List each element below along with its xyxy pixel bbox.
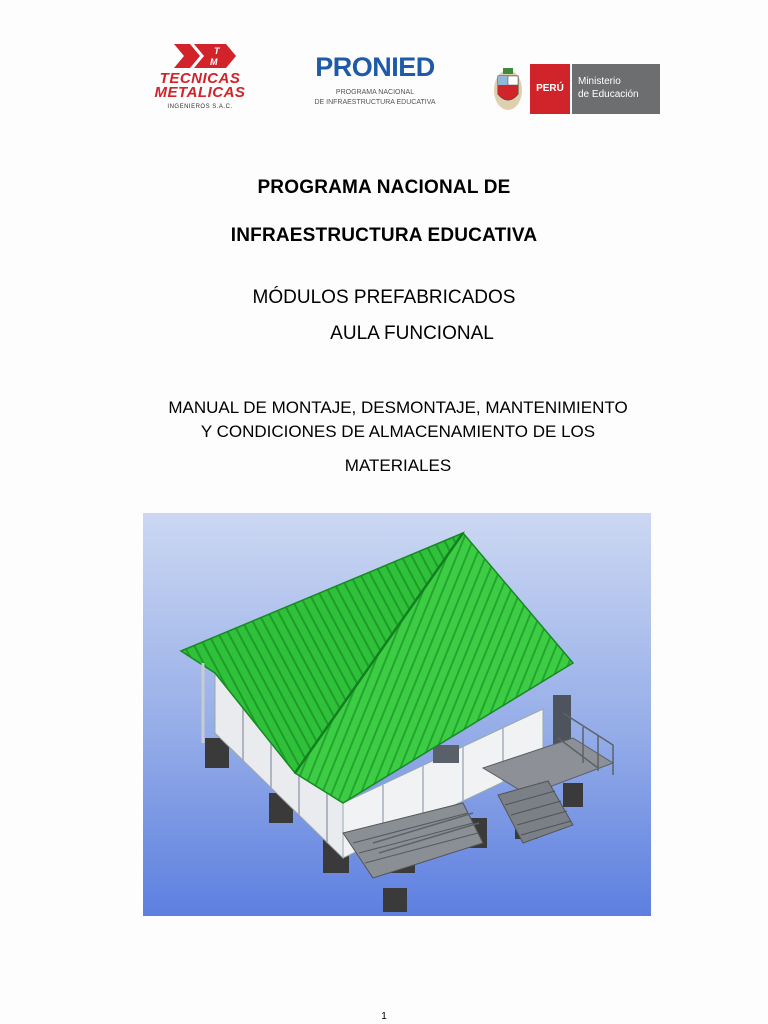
tm-mark-m: M [210, 57, 218, 67]
subtitle-line1: MÓDULOS PREFABRICADOS [252, 287, 516, 308]
ministerio-label [572, 64, 660, 114]
pronied-name: PRONIED [315, 52, 435, 82]
manual-line2: Y CONDICIONES DE ALMACENAMIENTO DE LOS [200, 422, 596, 441]
pronied-sub-line2: DE INFRAESTRUCTURA EDUCATIVA [314, 99, 436, 106]
tm-name-line2: METALICAS [154, 84, 246, 101]
tm-mark-t: T [214, 46, 220, 56]
tecnicas-metalicas-logo [134, 42, 266, 120]
title-line1: PROGRAMA NACIONAL DE [257, 177, 511, 198]
tm-arrow-icon [134, 42, 266, 72]
pronied-sub-line1: PROGRAMA NACIONAL [335, 89, 415, 96]
manual-line1: MANUAL DE MONTAJE, DESMONTAJE, MANTENIMIENTO [168, 398, 628, 417]
subtitle-line2: AULA FUNCIONAL [330, 323, 494, 344]
tm-name-line1: TECNICAS [159, 70, 241, 87]
ministerio-educacion-logo [490, 60, 662, 118]
peru-label: PERÚ [530, 64, 570, 114]
page-number: 1 [381, 1011, 387, 1022]
title-line2: INFRAESTRUCTURA EDUCATIVA [230, 225, 538, 246]
ministerio-banner [530, 64, 660, 114]
prefab-building-image [143, 513, 651, 916]
ministerio-line2: de Educación [578, 89, 639, 100]
manual-line3: MATERIALES [344, 456, 452, 475]
ministerio-line1: Ministerio [578, 76, 621, 87]
classroom-module-illustration [143, 513, 651, 916]
pronied-logo [300, 52, 450, 120]
tm-wordmark [134, 72, 266, 100]
peru-coat-of-arms-icon [490, 62, 526, 116]
tm-tagline: INGENIEROS S.A.C. [167, 104, 233, 110]
pronied-subtitle [300, 88, 450, 108]
